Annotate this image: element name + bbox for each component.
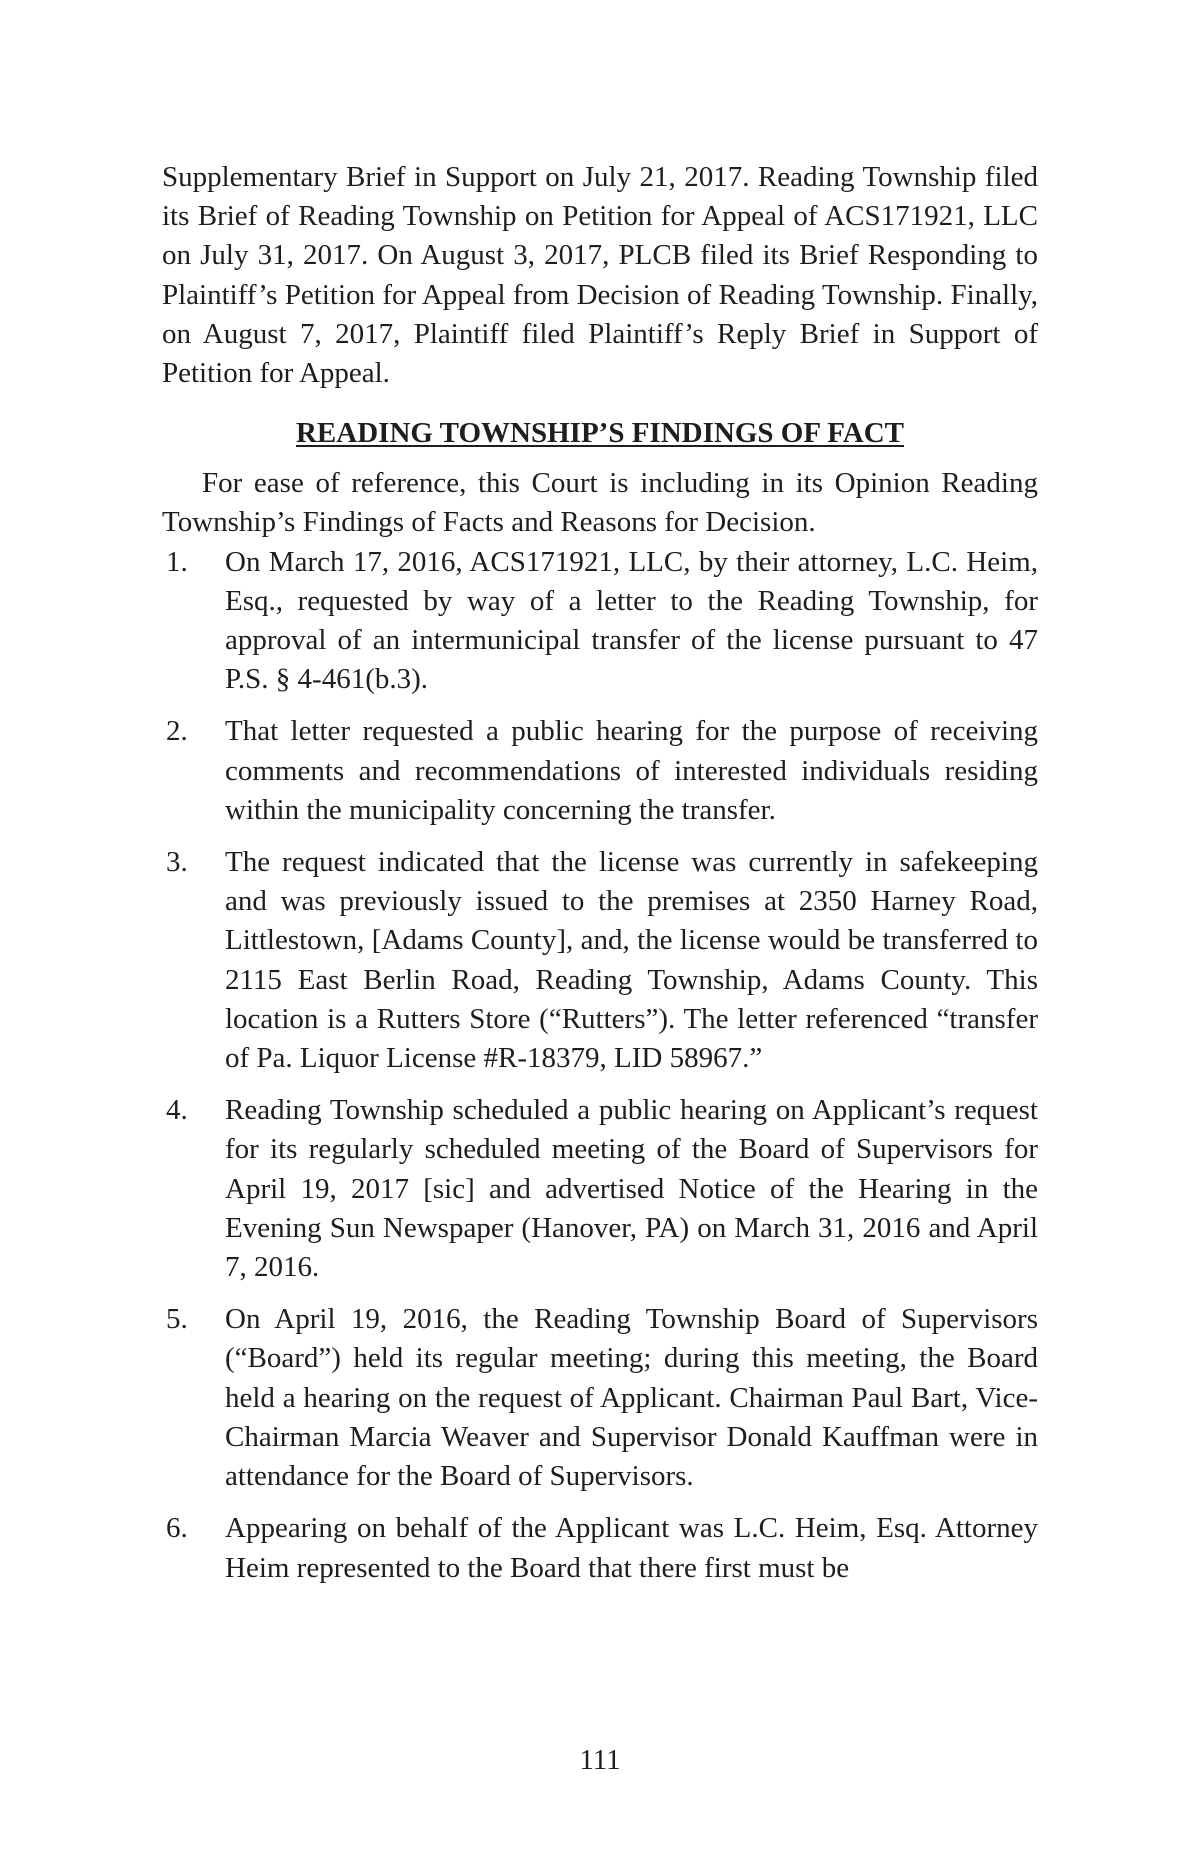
finding-text: On April 19, 2016, the Reading Township Board of Supervisors (“Board”) held its regular meeting; during this meeting, the Board held a hearing on the request of Applicant. Chairman Paul Bart, Vice-Chairman Marcia Weaver and Supervisor Donald Kauffman were in attendance for the Board of Supervisors. [225,1303,1038,1493]
finding-number: 2. [166,715,188,748]
finding-item-5 [162,1300,1038,1496]
finding-number: 3. [166,846,188,879]
finding-number: 6. [166,1512,188,1545]
continuation-paragraph: Supplementary Brief in Support on July 21, 2017. Reading Township filed its Brief of Reading Township on Petition for Appeal of ACS171921, LLC on July 31, 2017. On August 3, 2017, PLCB filed its Brief Responding to Plaintiff’s Petition for Appeal from Decision of Reading Township. Finally, on August 7, 2017, Plaintiff filed Plaintiff’s Reply Brief in Support of Petition for Appeal. [162,161,1038,390]
finding-text: Appearing on behalf of the Applicant was L.C. Heim, Esq. Attorney Heim represented to the Board that there first must be [225,1512,1038,1584]
finding-text: Reading Township scheduled a public hearing on Applicant’s request for its regularly scheduled meeting of the Board of Supervisors for April 19, 2017 [sic] and advertised Notice of the Hearing in the Evening Sun Newspaper (Hanover, PA) on March 31, 2016 and April 7, 2016. [225,1094,1038,1284]
finding-text: The request indicated that the license was currently in safekeeping and was previously issued to the premises at 2350 Harney Road, Littlestown, [Adams County], and, the license would be transferred to 2115 East Berlin Road, Reading Township, Adams County. This location is a Rutters Store (“Rutters”). The letter referenced “transfer of Pa. Liquor License #R-18379, LID 58967.” [225,846,1038,1075]
finding-item-4 [162,1091,1038,1287]
intro-paragraph: For ease of reference, this Court is including in its Opinion Reading Township’s Findings of Facts and Reasons for Decision. [162,467,1038,539]
finding-item-3 [162,843,1038,1078]
finding-number: 5. [166,1303,188,1336]
finding-text: That letter requested a public hearing for the purpose of receiving comments and recommendations of interested individuals residing within the municipality concerning the transfer. [225,715,1038,826]
finding-item-2 [162,712,1038,830]
section-heading [162,413,1038,453]
finding-number: 1. [166,545,188,578]
finding-text: On March 17, 2016, ACS171921, LLC, by their attorney, L.C. Heim, Esq., requested by way of a letter to the Reading Township, for approval of an intermunicipal transfer of the license pursuant to 47 P.S. § 4-461(b.3). [225,545,1038,696]
section-heading-text: READING TOWNSHIP’S FINDINGS OF FACT [295,417,904,450]
findings-list [162,543,1038,1588]
finding-item-6 [162,1509,1038,1587]
page-body [162,158,1038,1588]
finding-number: 4. [166,1094,188,1127]
finding-item-1 [162,543,1038,700]
page-number: 111 [579,1744,621,1776]
